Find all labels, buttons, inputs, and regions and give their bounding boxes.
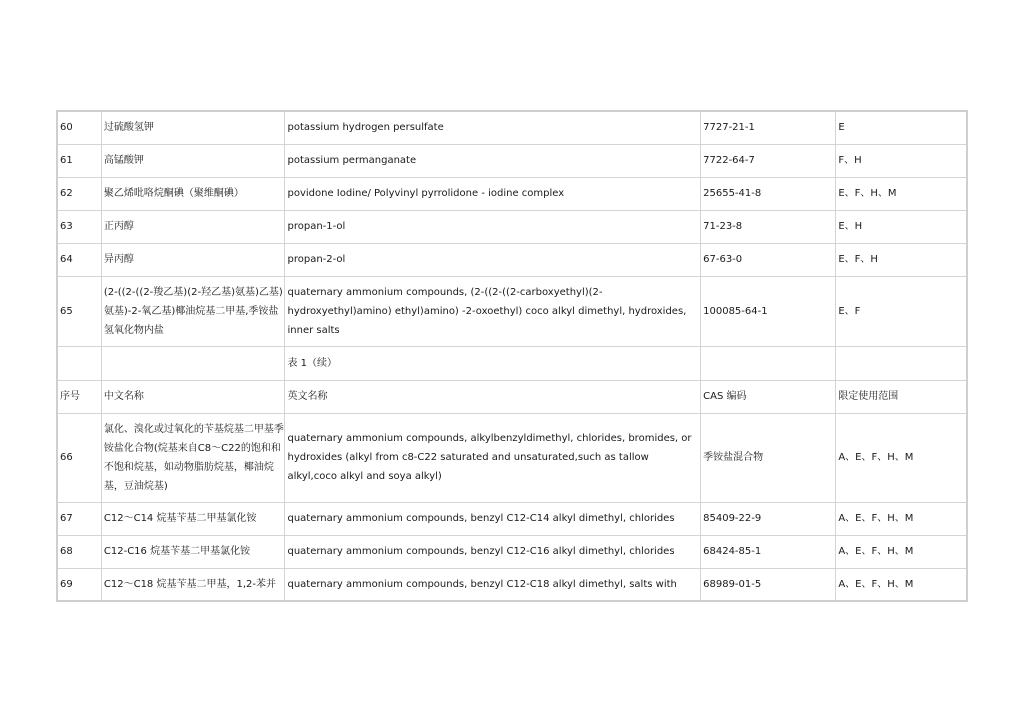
header-cas: CAS 编码 (701, 380, 836, 413)
header-english-name: 英文名称 (285, 380, 701, 413)
chinese-name: C12-C16 烷基苄基二甲基氯化铵 (101, 535, 285, 568)
usage-scope: E、F、H (836, 243, 967, 276)
english-name: propan-1-ol (285, 210, 701, 243)
usage-scope: E、H (836, 210, 967, 243)
chinese-name: (2-((2-((2-羧乙基)(2-羟乙基)氨基)乙基)氨基)-2-氧乙基)椰油烷基二甲基,季铵盐氢氧化物内盐 (101, 276, 285, 346)
chinese-name: 氯化、溴化或过氧化的苄基烷基二甲基季铵盐化合物(烷基来自C8～C22的饱和和不饱和烷基，如动物脂肪烷基，椰油烷基，豆油烷基) (101, 413, 285, 502)
chinese-name: 高锰酸钾 (101, 144, 285, 177)
usage-scope: A、E、F、H、M (836, 413, 967, 502)
english-name: quaternary ammonium compounds, alkylbenzyldimethyl, chlorides, bromides, or hydroxides (alkyl from c8-C22 saturated and unsaturated,such as tallow alkyl,coco alkyl and soya alkyl) (285, 413, 701, 502)
table-row (57, 535, 967, 568)
english-name: povidone Iodine/ Polyvinyl pyrrolidone - iodine complex (285, 177, 701, 210)
chinese-name: 正丙醇 (101, 210, 285, 243)
row-number: 66 (57, 413, 101, 502)
row-number: 63 (57, 210, 101, 243)
usage-scope: A、E、F、H、M (836, 502, 967, 535)
chinese-name: C12～C14 烷基苄基二甲基氯化铵 (101, 502, 285, 535)
cas-number: 68989-01-5 (701, 568, 836, 601)
chinese-name: 聚乙烯吡咯烷酮碘（聚维酮碘） (101, 177, 285, 210)
substance-table (56, 110, 968, 602)
row-number: 60 (57, 111, 101, 144)
row-number: 68 (57, 535, 101, 568)
english-name: potassium permanganate (285, 144, 701, 177)
header-chinese-name: 中文名称 (101, 380, 285, 413)
header-row (57, 380, 967, 413)
row-number: 69 (57, 568, 101, 601)
row-number: 64 (57, 243, 101, 276)
english-name: potassium hydrogen persulfate (285, 111, 701, 144)
cas-number: 季铵盐混合物 (701, 413, 836, 502)
caption-row (57, 346, 967, 380)
cas-number: 71-23-8 (701, 210, 836, 243)
cas-number: 7722-64-7 (701, 144, 836, 177)
table-row (57, 413, 967, 502)
cas-number: 68424-85-1 (701, 535, 836, 568)
usage-scope: A、E、F、H、M (836, 568, 967, 601)
cas-number: 25655-41-8 (701, 177, 836, 210)
row-number: 65 (57, 276, 101, 346)
table-row (57, 210, 967, 243)
chinese-name: 过硫酸氢钾 (101, 111, 285, 144)
chinese-name: 异丙醇 (101, 243, 285, 276)
header-number: 序号 (57, 380, 101, 413)
english-name: quaternary ammonium compounds, benzyl C12-C18 alkyl dimethyl, salts with (285, 568, 701, 601)
table-row (57, 111, 967, 144)
english-name: quaternary ammonium compounds, benzyl C12-C16 alkyl dimethyl, chlorides (285, 535, 701, 568)
usage-scope: E、F (836, 276, 967, 346)
row-number: 62 (57, 177, 101, 210)
usage-scope: A、E、F、H、M (836, 535, 967, 568)
english-name: quaternary ammonium compounds, benzyl C12-C14 alkyl dimethyl, chlorides (285, 502, 701, 535)
usage-scope: E、F、H、M (836, 177, 967, 210)
cas-number: 85409-22-9 (701, 502, 836, 535)
chinese-name: C12～C18 烷基苄基二甲基，1,2-苯并 (101, 568, 285, 601)
row-number: 67 (57, 502, 101, 535)
table-row (57, 144, 967, 177)
table-caption: 表 1（续） (285, 346, 701, 380)
table-row (57, 568, 967, 601)
row-number: 61 (57, 144, 101, 177)
cas-number: 7727-21-1 (701, 111, 836, 144)
cas-number: 67-63-0 (701, 243, 836, 276)
cas-number: 100085-64-1 (701, 276, 836, 346)
table-row (57, 276, 967, 346)
table-row (57, 177, 967, 210)
usage-scope: E (836, 111, 967, 144)
table-row (57, 502, 967, 535)
usage-scope: F、H (836, 144, 967, 177)
header-scope: 限定使用范围 (836, 380, 967, 413)
english-name: propan-2-ol (285, 243, 701, 276)
table-row (57, 243, 967, 276)
english-name: quaternary ammonium compounds, (2-((2-((2-carboxyethyl)(2-hydroxyethyl)amino) ethyl)amino) -2-oxoethyl) coco alkyl dimethyl, hydroxides, inner salts (285, 276, 701, 346)
